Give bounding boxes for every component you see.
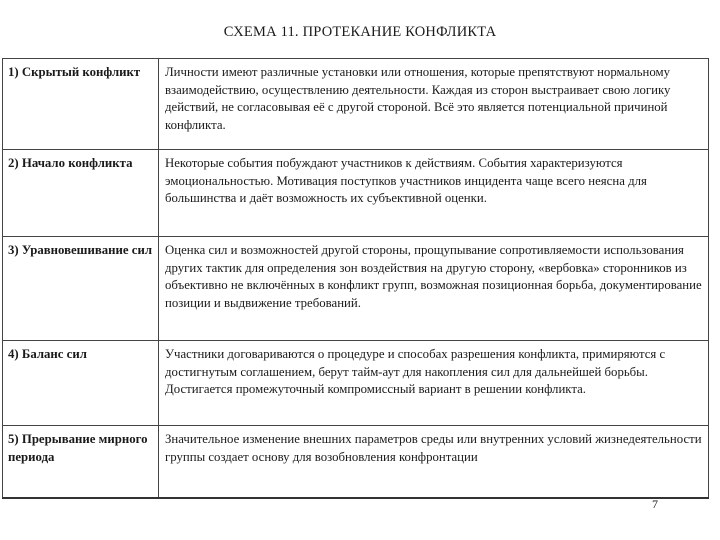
table-row (3, 426, 709, 499)
stage-label: 5) Прерывание мирного периода (3, 426, 159, 499)
stage-label: 2) Начало конфликта (3, 150, 159, 237)
stage-label: 3) Уравновешивание сил (3, 237, 159, 341)
stage-description: Личности имеют различные установки или отношения, которые препятствуют нормальному взаимодействию, осуществлению деятельности. Каждая из сторон выстраивает свою логику действий, не согласовывая её с другой стороной. Всё это является потенциальной причиной конфликта. (159, 59, 709, 150)
table-row (3, 150, 709, 237)
stage-description: Значительное изменение внешних параметров среды или внутренних условий жизнедеятельности группы создает основу для возобновления конфронтации (159, 426, 709, 499)
page-number: 7 (652, 497, 658, 511)
table-row (3, 59, 709, 150)
conflict-stages-table (2, 58, 709, 499)
stage-description: Некоторые события побуждают участников к действиям. События характеризуются эмоциональностью. Мотивация поступков участников инцидента чаще всего неясна для большинства и даёт возможность их субъективной оценки. (159, 150, 709, 237)
stage-description: Участники договариваются о процедуре и способах разрешения конфликта, примиряются с достигнутым соглашением, берут тайм-аут для накопления сил для дальнейшей борьбы. Достигается промежуточный компромиссный вариант в решении конфликта. (159, 341, 709, 426)
table-row (3, 237, 709, 341)
stage-label: 4) Баланс сил (3, 341, 159, 426)
stage-description: Оценка сил и возможностей другой стороны, прощупывание сопротивляемости использования других тактик для определения зон воздействия на другую сторону, «вербовка» сторонников из объективно не включённых в конфликт групп, возможная позиционная борьба, документирование позиции и выдвижение требований. (159, 237, 709, 341)
stage-label: 1) Скрытый конфликт (3, 59, 159, 150)
page-title: СХЕМА 11. ПРОТЕКАНИЕ КОНФЛИКТА (223, 24, 497, 40)
table-row (3, 341, 709, 426)
